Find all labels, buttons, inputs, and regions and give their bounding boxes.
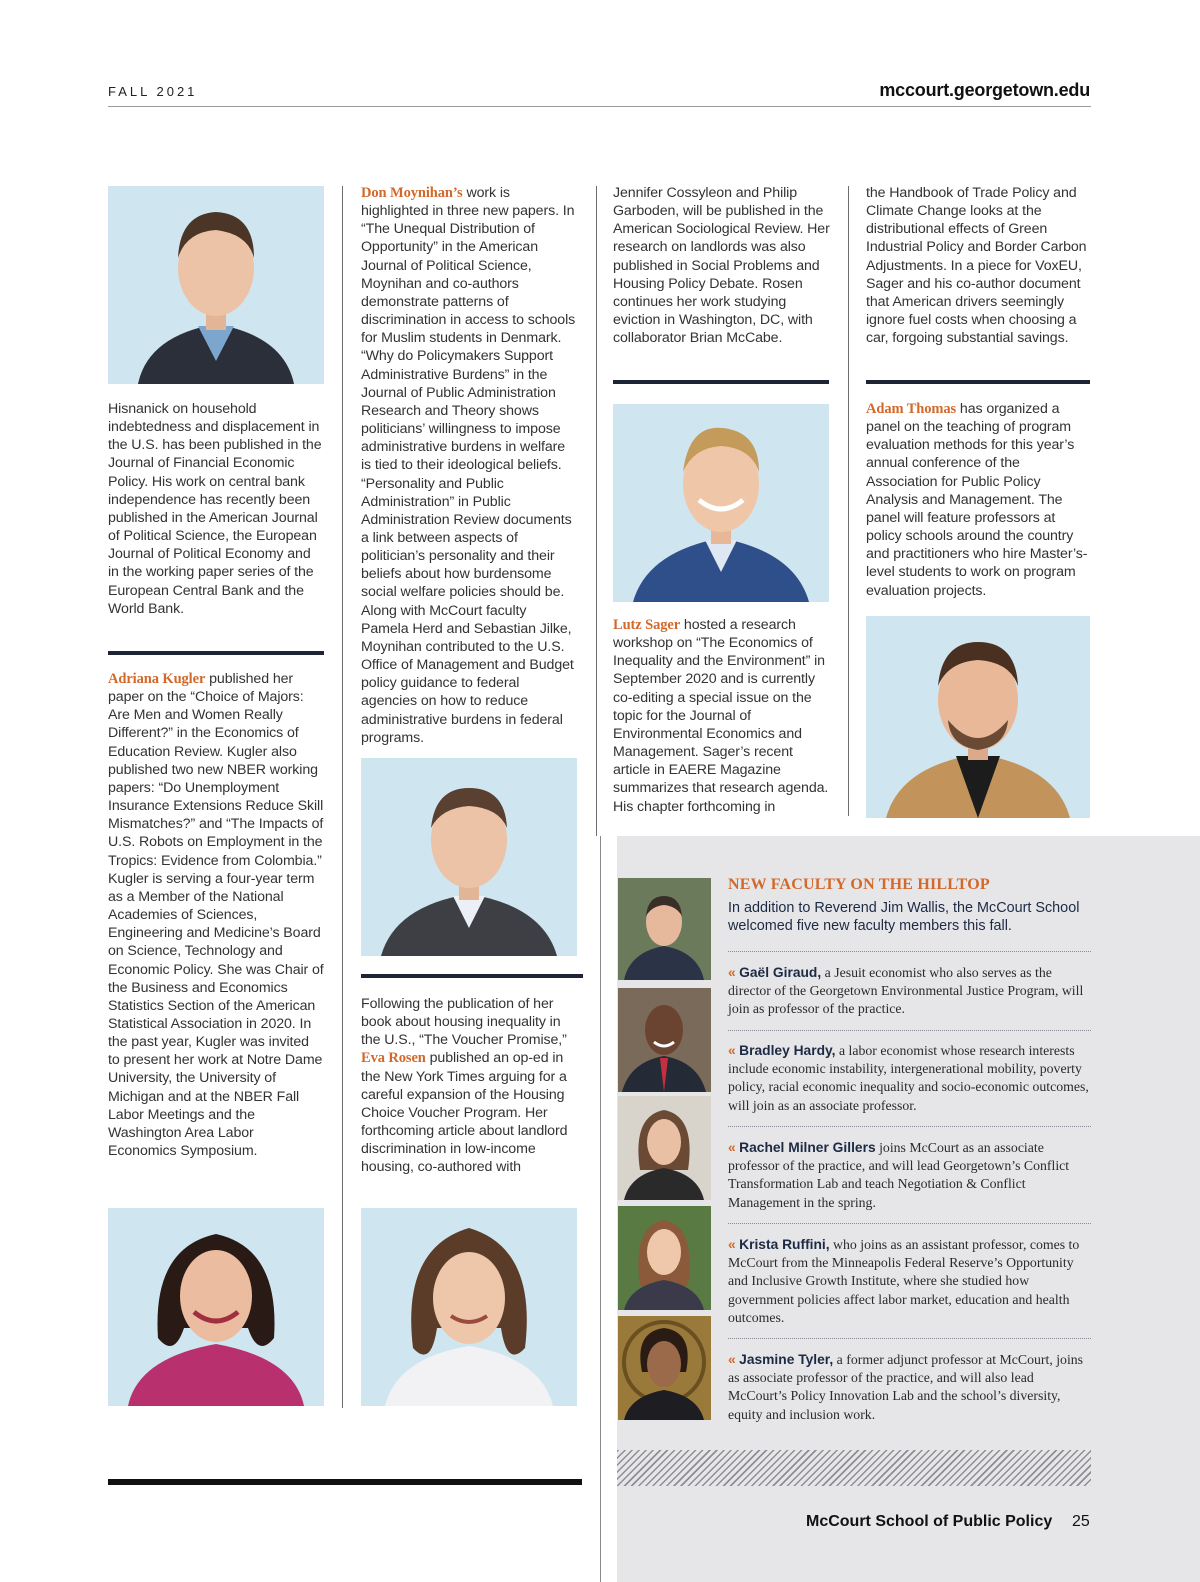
faculty-name-thomas: Adam Thomas	[866, 401, 957, 417]
entry-text: a Jesuit economist who also serves as the director of the Georgetown Environmental Justice Program, will join as professor of the practice.	[728, 965, 1084, 1017]
faculty-entry-tyler	[728, 1351, 1093, 1424]
page-number: 25	[1072, 1513, 1090, 1530]
faculty-name-sager: Lutz Sager	[613, 617, 681, 633]
col1-paragraph-2	[108, 670, 324, 1160]
dotted-divider	[728, 1223, 1091, 1224]
col1-paragraph-2-text: published her paper on the “Choice of Majors: Are Men and Women Really Different?” in the Economics of Education Review. Kugler also published two new NBER working papers: “Do Unemployment Insurance Extensions Reduce Skill Mismatches?” and “The Impacts of U.S. Robots on Employment in the Tropics: Evidence from Colombia.” Kugler is serving a four-year term as a Member of the National Academies of Sciences, Engineering and Medicine’s Board on Science, Technology and Economic Policy. She was Chair of the Business and Economics Statistics Section of the American Statistical Association in 2020. In the past year, Kugler was invited to present her work at Notre Dame University, the University of Michigan and at the NBER Fall Labor Meetings and the Washington Area Labor Economics Symposium.	[108, 671, 324, 1160]
entry-name: Gaël Giraud,	[739, 965, 822, 980]
col2-paragraph-2-intro: Following the publication of her book about housing inequality in the U.S., “The Voucher Promise,”	[361, 996, 567, 1049]
portrait-kugler	[108, 1208, 324, 1406]
issue-label: FALL 2021	[108, 84, 198, 99]
portrait-moynihan	[361, 758, 577, 956]
footer-school-name: McCourt School of Public Policy	[806, 1513, 1053, 1530]
col2-paragraph-1	[361, 184, 577, 747]
divider-rule	[613, 380, 829, 384]
col4-paragraph-2	[866, 400, 1088, 600]
chevron-left-icon: «	[728, 1043, 736, 1058]
header-rule	[108, 106, 1091, 107]
col4-paragraph-2-text: has organized a panel on the teaching of program evaluation methods for this year’s annual conference of the Association for Public Policy Analysis and Management. The panel will feature professors at policy schools around the country and practitioners who hire Master’s-level students to work on program evaluation projects.	[866, 401, 1088, 599]
faculty-entry-hardy	[728, 1042, 1093, 1115]
faculty-entry-ruffini	[728, 1236, 1093, 1327]
col2-paragraph-2	[361, 995, 579, 1177]
col2-paragraph-2-text: published an op-ed in the New York Times arguing for a careful expansion of the Housing Choice Voucher Program. Her forthcoming article about landlord discrimination in low-income housing, co-authored with	[361, 1050, 568, 1176]
dotted-divider	[728, 1126, 1091, 1127]
faculty-entry-giraud	[728, 964, 1093, 1019]
portrait-thomas	[866, 616, 1090, 818]
chevron-left-icon: «	[728, 1140, 736, 1155]
col4-paragraph-1: the Handbook of Trade Policy and Climate Change looks at the distributional effects of Green Industrial Policy and Border Carbon Adjustments. In a piece for VoxEU, Sager and his co-author document that American drivers seemingly ignore fuel costs when choosing a car, forgoing substantial savings.	[866, 185, 1087, 347]
faculty-name-kugler: Adriana Kugler	[108, 671, 206, 687]
faculty-entry-gillers	[728, 1139, 1093, 1212]
portrait-sager	[613, 404, 829, 602]
site-url[interactable]: mccourt.georgetown.edu	[879, 80, 1090, 100]
divider-rule	[108, 651, 324, 655]
thumb-hardy	[618, 988, 711, 1092]
portrait-rosen	[361, 1208, 577, 1406]
col3-paragraph-2-text: hosted a research workshop on “The Economics of Inequality and the Environment” in September 2020 and is currently co-editing a special issue on the topic for the Journal of Environmental Economics and Management. Sager’s recent article in EAERE Magazine summarizes that research agenda. His chapter forthcoming in	[613, 617, 829, 815]
col3-paragraph-1: Jennifer Cossyleon and Philip Garboden, will be published in the American Sociological Review. Her research on landlords was also published in Social Problems and Housing Policy Debate. Rosen continues her work studying eviction in Washington, DC, with collaborator Brian McCabe.	[613, 185, 830, 347]
col1-paragraph-1: Hisnanick on household indebtedness and displacement in the U.S. has been published in the Journal of Financial Economic Policy. His work on central bank independence has recently been published in the American Journal of Political Science, the European Journal of Political Economy and in the working paper series of the European Central Bank and the World Bank.	[108, 401, 322, 617]
thumb-giraud	[618, 878, 711, 980]
portrait-hisnanick	[108, 186, 324, 384]
chevron-left-icon: «	[728, 1352, 736, 1367]
entry-text: joins McCourt as an associate professor of the practice, and will lead Georgetown’s Conflict Transformation Lab and teach Negotiation & Conflict Management in the spring.	[728, 1140, 1070, 1210]
panel-divider	[600, 836, 601, 1582]
col2-paragraph-1-text: work is highlighted in three new papers. In “The Unequal Distribution of Opportunity” in the American Journal of Political Science, Moynihan and co-authors demonstrate patterns of discrimination in access to schools for Muslim students in Denmark. “Why do Policymakers Support Administrative Burdens” in the Journal of Public Administration Research and Theory shows politicians’ willingness to impose administrative burdens in welfare is tied to their ideological beliefs. “Personality and Public Administration” in Public Administration Review documents a link between aspects of politician’s personality and their beliefs about how burdensome social welfare policies should be. Along with McCourt faculty Pamela Herd and Sebastian Jilke, Moynihan contributed to the U.S. Office of Management and Budget policy guidance to federal agencies on how to reduce administrative burdens in federal programs.	[361, 185, 576, 746]
thumb-ruffini	[618, 1206, 711, 1310]
column-divider	[596, 186, 597, 836]
hatch-pattern	[617, 1450, 1091, 1486]
entry-name: Jasmine Tyler,	[739, 1352, 834, 1367]
panel-intro: In addition to Reverend Jim Wallis, the McCourt School welcomed five new faculty members this fall.	[728, 900, 1080, 934]
thumb-gillers	[618, 1096, 711, 1200]
entry-text: a labor economist whose research interests include economic instability, intergenerational mobility, poverty policy, racial economic inequality and socio-economic outcomes, will join as an associate professor.	[728, 1043, 1089, 1113]
chevron-left-icon: «	[728, 1237, 736, 1252]
faculty-name-moynihan: Don Moynihan’s	[361, 185, 463, 201]
entry-name: Krista Ruffini,	[739, 1237, 830, 1252]
col3-paragraph-2	[613, 616, 831, 816]
entry-name: Bradley Hardy,	[739, 1043, 836, 1058]
panel-title: NEW FACULTY ON THE HILLTOP	[728, 876, 990, 893]
dotted-divider	[728, 1030, 1091, 1031]
dotted-divider	[728, 1338, 1091, 1339]
entry-text: who joins as an assistant professor, comes to McCourt from the Minneapolis Federal Reserve’s Opportunity and Inclusive Growth Institute, where she studied how government policies affect labor market, education and health outcomes.	[728, 1237, 1080, 1325]
thumb-tyler	[618, 1316, 711, 1420]
faculty-name-rosen: Eva Rosen	[361, 1050, 426, 1067]
bottom-rule	[108, 1479, 582, 1485]
dotted-divider	[728, 951, 1091, 952]
divider-rule	[361, 974, 583, 978]
column-divider	[848, 186, 849, 816]
chevron-left-icon: «	[728, 965, 736, 980]
entry-name: Rachel Milner Gillers	[739, 1140, 876, 1155]
entry-text: a former adjunct professor at McCourt, joins as associate professor of the practice, and will also lead McCourt’s Policy Innovation Lab and the school’s diversity, equity and inclusion work.	[728, 1352, 1084, 1422]
divider-rule	[866, 380, 1090, 384]
column-divider	[342, 186, 343, 1408]
